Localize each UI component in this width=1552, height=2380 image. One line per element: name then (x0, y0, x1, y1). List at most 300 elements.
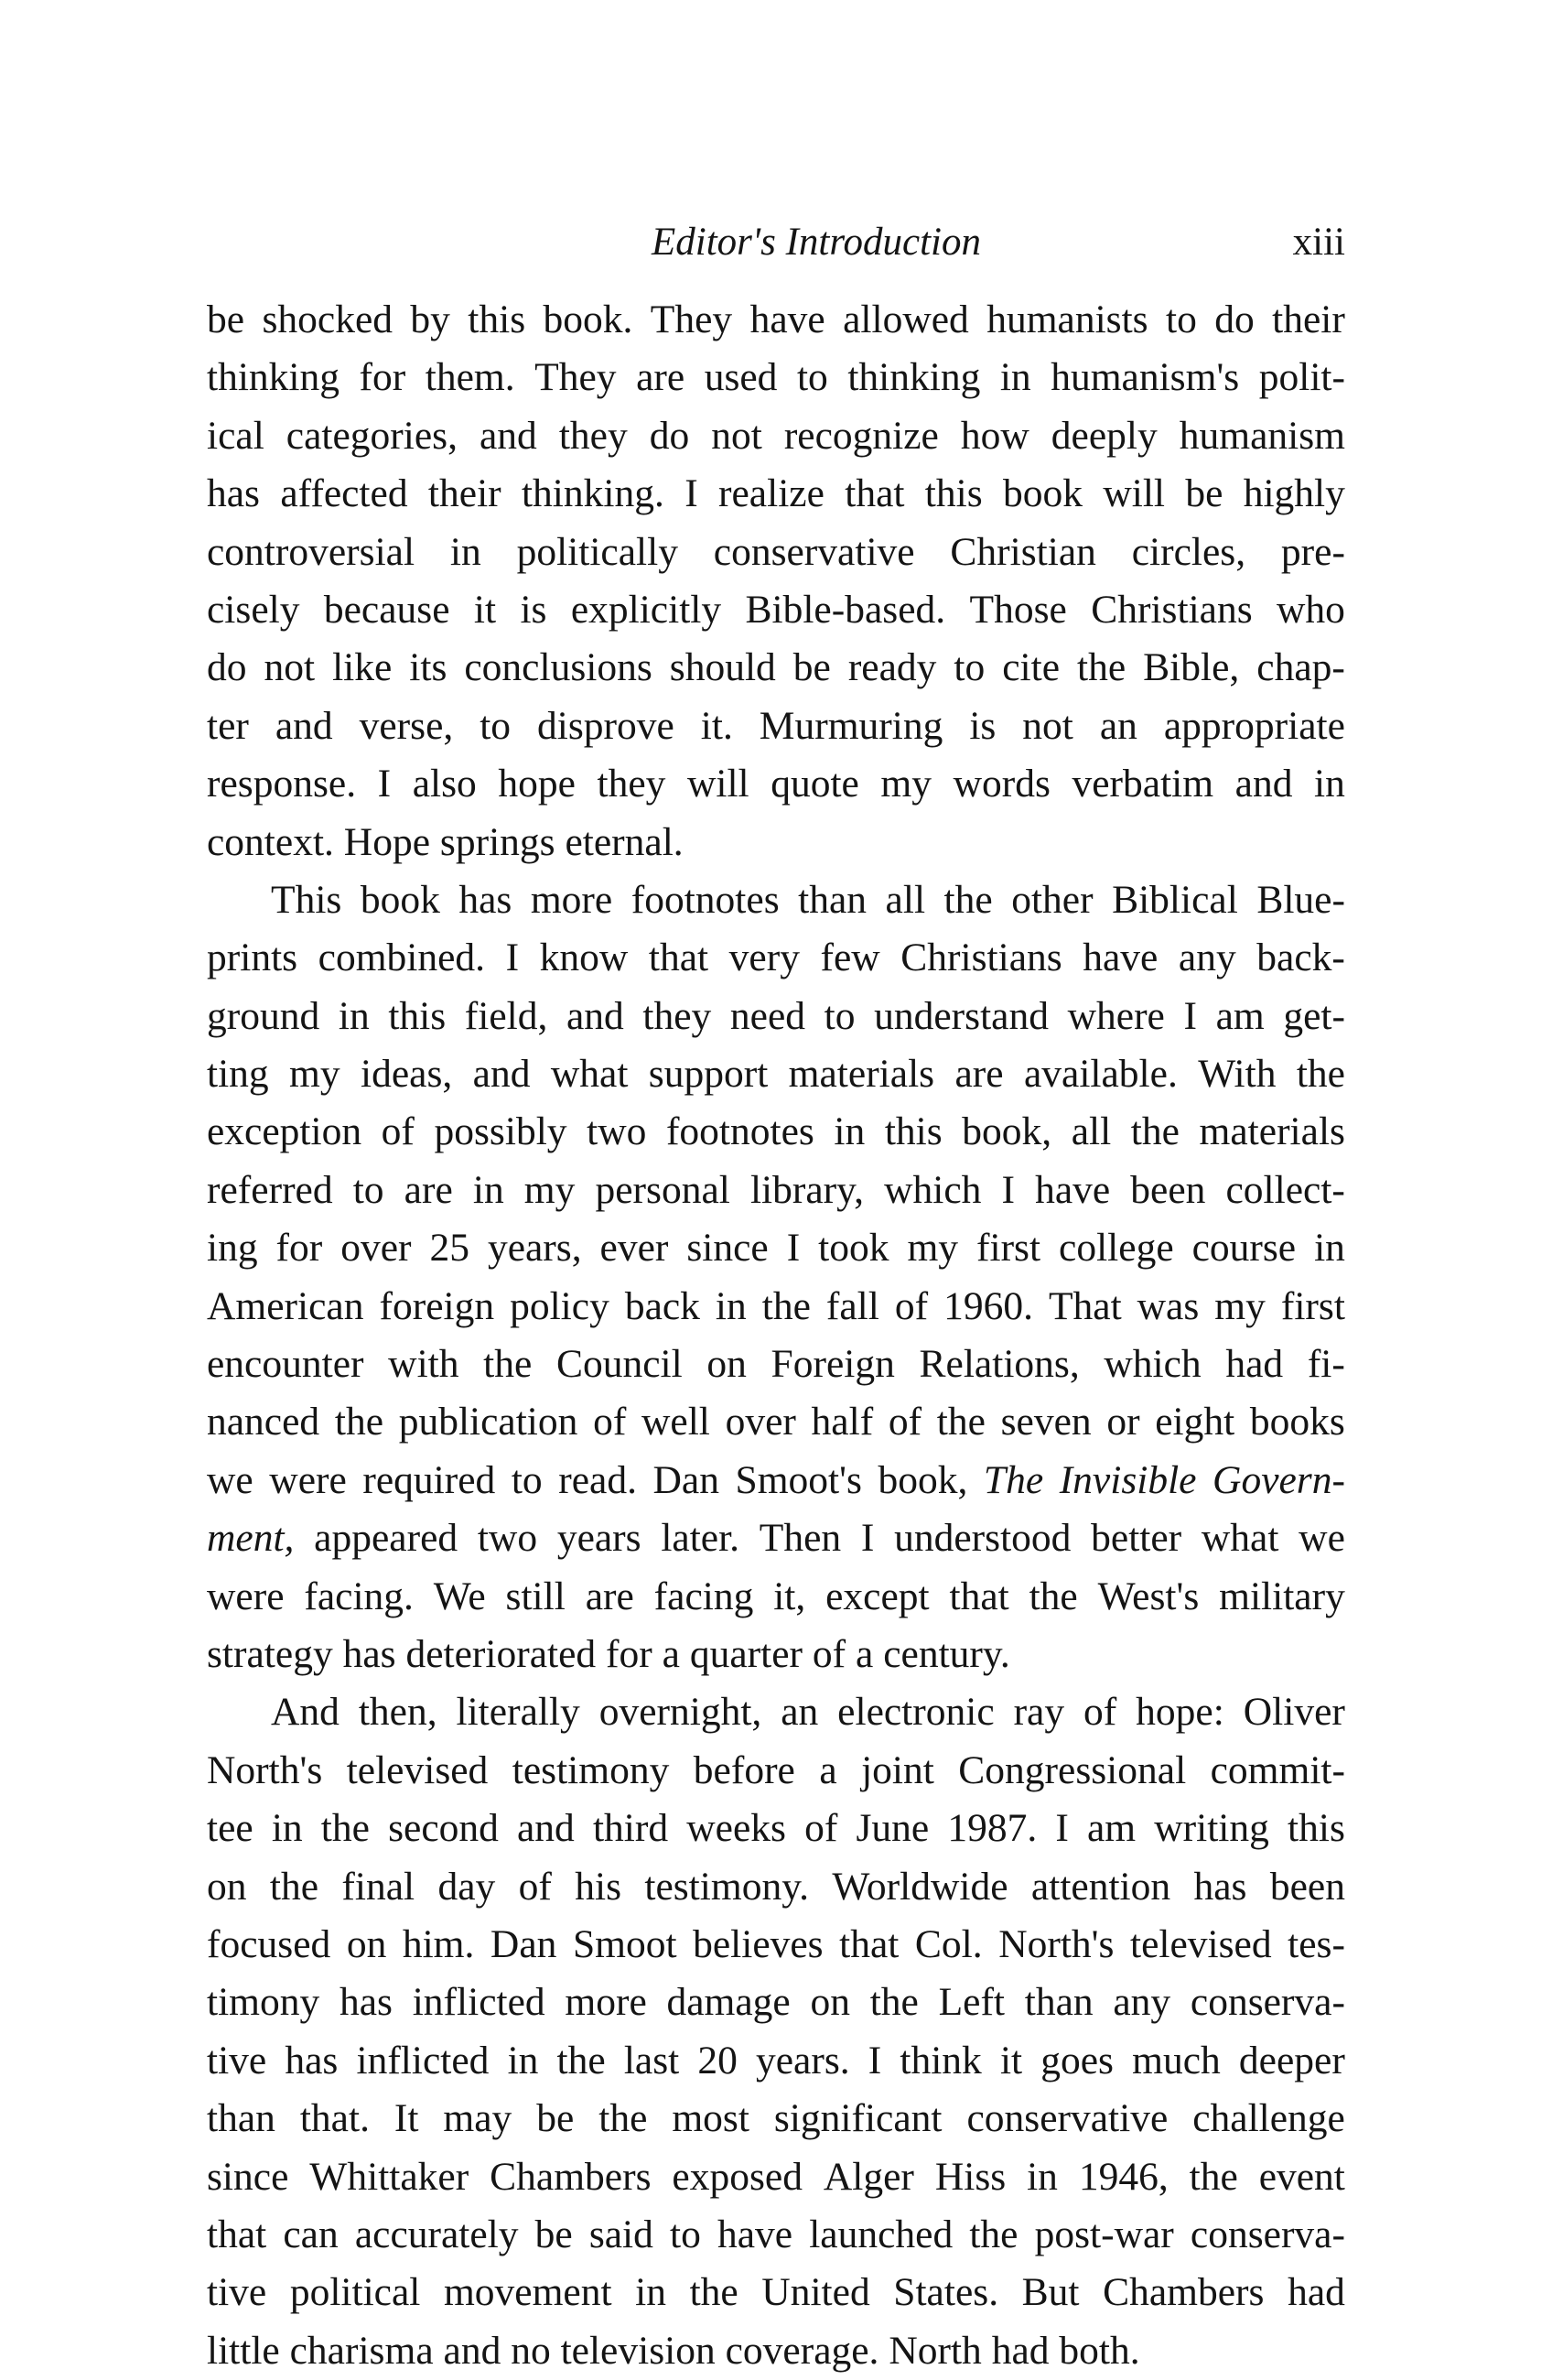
word: North (889, 2328, 982, 2373)
word: have (1083, 936, 1159, 980)
word: We (433, 1574, 486, 1618)
word: 25 (429, 1226, 469, 1271)
word: they (597, 762, 666, 806)
text-line (207, 1974, 1345, 2031)
word: all (885, 877, 926, 922)
word: believes (693, 1921, 824, 1966)
word: electronic (837, 1690, 995, 1735)
word: their (1272, 298, 1345, 341)
word: 1960. (943, 1283, 1033, 1328)
text-line (207, 1916, 1345, 1974)
word: to (511, 1457, 543, 1502)
word: third (592, 1806, 669, 1851)
word: that (839, 1921, 900, 1966)
word: day (437, 1864, 496, 1909)
word: for (359, 355, 406, 400)
text-line (207, 814, 1345, 871)
word: thinking. (521, 471, 664, 516)
word: of (381, 1109, 415, 1154)
word: Col. (914, 1921, 983, 1966)
word: exposed (672, 2154, 803, 2199)
word: years, (487, 1226, 582, 1271)
word: It (393, 2096, 419, 2141)
word: is (520, 587, 547, 632)
word: publication (398, 1400, 578, 1444)
word: will (686, 762, 749, 806)
word: testimony (512, 1747, 670, 1792)
word: the (1077, 645, 1126, 690)
word: the (1189, 2154, 1238, 2199)
text-line (207, 2206, 1345, 2264)
word: American (207, 1283, 364, 1328)
word: focused (207, 1921, 331, 1966)
word: Christians (1091, 587, 1253, 632)
word: be (534, 2212, 573, 2256)
word: of (888, 1400, 922, 1444)
word: Christian (950, 529, 1096, 574)
word: And (271, 1690, 340, 1735)
word: the (969, 2212, 1018, 2256)
word: and (480, 413, 537, 458)
word: are (585, 1574, 634, 1618)
word: said (588, 2212, 653, 2256)
word: final (341, 1864, 415, 1909)
text-line (207, 1800, 1345, 1857)
word: Worldwide (832, 1864, 1008, 1909)
word: they (558, 413, 628, 458)
word: that (949, 1574, 1009, 1618)
word: cite (1002, 645, 1061, 690)
word: that (648, 936, 709, 980)
word: of (518, 1864, 552, 1909)
paragraph (207, 871, 1345, 1683)
word: ing (207, 1226, 258, 1271)
word: charisma (289, 2328, 434, 2373)
word: this (388, 993, 447, 1038)
word: verbatim (1072, 762, 1214, 806)
word: explicitly (570, 587, 722, 632)
text-line (207, 1219, 1345, 1277)
word: since (686, 1226, 769, 1271)
word: little (207, 2328, 280, 2373)
word: ready (847, 645, 937, 690)
word: think (900, 2038, 982, 2082)
word: in (1314, 1226, 1345, 1271)
word: I (1055, 1806, 1069, 1851)
text-line (207, 407, 1345, 465)
word: have (717, 2212, 793, 2256)
word: Whittaker (309, 2154, 469, 2199)
word: books (1249, 1400, 1345, 1444)
word: televised (346, 1747, 489, 1792)
word: I (505, 936, 520, 980)
word: the (598, 2096, 648, 2141)
word: writing (1154, 1806, 1269, 1851)
word: has (1193, 1864, 1247, 1909)
word: we (1299, 1516, 1345, 1561)
word: Dan (652, 1457, 719, 1502)
word: book (1002, 471, 1083, 516)
word: tive (207, 2270, 267, 2315)
word: ideas, (361, 1052, 453, 1097)
word: required (362, 1457, 496, 1502)
word: politically (516, 529, 678, 574)
word: the (334, 1400, 384, 1444)
word: second (388, 1806, 499, 1851)
word: appropriate (1163, 703, 1345, 748)
word: were (269, 1457, 347, 1502)
word: commit- (1210, 1747, 1345, 1792)
body-text (207, 291, 1345, 2380)
word: But (1021, 2270, 1080, 2315)
word: college (1059, 1226, 1174, 1271)
word: the (689, 2270, 738, 2315)
word: do (207, 645, 247, 690)
text-line (207, 2090, 1345, 2147)
word: Those (969, 587, 1067, 632)
word: on (207, 1864, 247, 1909)
word: few (820, 936, 880, 980)
word: event (1258, 2154, 1345, 2199)
word: any (1178, 936, 1236, 980)
word: are (954, 1052, 1004, 1097)
word: last (623, 2038, 680, 2082)
word: ray (1013, 1690, 1065, 1735)
word: Chambers (490, 2154, 652, 2199)
word: where (1067, 993, 1165, 1038)
word: prints (207, 936, 298, 980)
word: his (575, 1864, 621, 1909)
word: deeper (1238, 2038, 1345, 2082)
word: I (868, 2038, 882, 2082)
word: their (427, 471, 501, 516)
word: support (648, 1052, 769, 1097)
word: since (207, 2154, 289, 2199)
word: appeared (314, 1516, 458, 1561)
paragraph (207, 1683, 1345, 2380)
word: had (1225, 1342, 1284, 1387)
text-line (207, 755, 1345, 813)
word: it (999, 2038, 1023, 2082)
word: post-war (1034, 2212, 1174, 2256)
word: to (670, 2212, 701, 2256)
word: him. (402, 1921, 475, 1966)
word: the (1130, 1109, 1180, 1154)
word: in (472, 1167, 504, 1212)
word: book (360, 877, 440, 922)
word: they (642, 993, 712, 1038)
word: exception (207, 1109, 362, 1154)
word: first (1280, 1283, 1345, 1328)
word: materials (788, 1052, 935, 1097)
word: conclusions (464, 645, 652, 690)
word: be (1185, 471, 1223, 516)
word: context. (207, 819, 334, 864)
word: understand (874, 993, 1049, 1038)
word: overnight, (598, 1690, 762, 1735)
word: the (320, 1806, 370, 1851)
word: political (289, 2270, 421, 2315)
word: two (587, 1109, 647, 1154)
word: With (1198, 1052, 1277, 1097)
word: quote (771, 762, 859, 806)
word: its (409, 645, 447, 690)
word: am (1215, 993, 1265, 1038)
word: that (207, 2212, 267, 2256)
word: on (346, 1921, 387, 1966)
word: this (924, 471, 983, 516)
word: verse, (359, 703, 454, 748)
word: inflicted (412, 1980, 545, 2025)
word: polit- (1258, 355, 1345, 400)
word: conservative (713, 529, 915, 574)
word: Council (555, 1342, 683, 1387)
word: conservative (966, 2096, 1169, 2141)
word: more (565, 1980, 647, 2025)
word: materials (1199, 1109, 1345, 1154)
word: This (271, 877, 342, 922)
word: goes (1040, 2038, 1114, 2082)
word: nanced (207, 1400, 320, 1444)
word: cisely (207, 587, 300, 632)
word: the (869, 1980, 919, 2025)
word: States. (893, 2270, 999, 2315)
word: in (1314, 762, 1345, 806)
word: book, (878, 1457, 968, 1502)
italic-word: ment, (207, 1516, 295, 1561)
word: two (477, 1516, 538, 1561)
word: has (339, 1980, 393, 2025)
page-number: xiii (1292, 221, 1345, 264)
word: pre- (1280, 529, 1345, 574)
word: field, (464, 993, 548, 1038)
word: ground (207, 993, 320, 1038)
text-line (207, 349, 1345, 406)
word: fall (825, 1283, 879, 1328)
word: ter (207, 703, 249, 748)
word: my (289, 1052, 340, 1097)
text-line (207, 465, 1345, 523)
word: humanism's (1051, 355, 1240, 400)
word: that. (299, 2096, 370, 2141)
word: response. (207, 762, 357, 806)
text-line (207, 1336, 1345, 1393)
text-line (207, 639, 1345, 697)
word: Hope (343, 819, 431, 864)
word: Bible-based. (745, 587, 946, 632)
word: may (443, 2096, 512, 2141)
word: in (338, 993, 370, 1038)
word: my (880, 762, 932, 806)
word: what (550, 1052, 629, 1097)
word: Foreign (771, 1342, 895, 1387)
word: my (907, 1226, 959, 1271)
word: an (781, 1690, 819, 1735)
italic-word: The (983, 1457, 1044, 1502)
word: book, (962, 1109, 1052, 1154)
word: the (1029, 1574, 1078, 1618)
word: I (786, 1226, 801, 1271)
word: back- (1256, 936, 1345, 980)
word: are (636, 355, 685, 400)
word: highly (1243, 471, 1345, 516)
word: and (517, 1806, 575, 1851)
text-line (207, 581, 1345, 639)
word: Biblical (1112, 877, 1238, 922)
word: North's (207, 1747, 323, 1792)
word: the (483, 1342, 533, 1387)
word: with (388, 1342, 459, 1387)
word: century. (883, 1631, 1010, 1676)
word: a (662, 1631, 680, 1676)
word: took (818, 1226, 889, 1271)
word: in (271, 1806, 303, 1851)
word: encounter (207, 1342, 364, 1387)
word: in (507, 2038, 539, 2082)
word: thinking (207, 355, 340, 400)
word: They (534, 355, 617, 400)
word: the (761, 1283, 811, 1328)
word: shocked (262, 298, 393, 341)
word: to (1166, 298, 1197, 341)
word: it (473, 587, 497, 632)
word: collect- (1225, 1167, 1345, 1212)
word: half (811, 1400, 874, 1444)
word: facing. (304, 1574, 414, 1618)
word: course (1191, 1226, 1297, 1271)
word: I (1001, 1167, 1015, 1212)
word: more (530, 877, 613, 922)
text-line (207, 2148, 1345, 2206)
text-line (207, 2264, 1345, 2321)
word: should (669, 645, 776, 690)
word: it. (700, 703, 733, 748)
text-line (207, 1452, 1345, 1509)
word: Smoot's (735, 1457, 862, 1502)
text-line (207, 1278, 1345, 1336)
word: has (285, 2038, 339, 2082)
word: than (798, 877, 868, 922)
word: attention (1030, 1864, 1171, 1909)
word: allowed (843, 298, 969, 341)
word: the (1296, 1052, 1345, 1097)
word: not (1022, 703, 1073, 748)
word: because (323, 587, 450, 632)
word: I (860, 1516, 875, 1561)
word: well (641, 1400, 710, 1444)
word: words (953, 762, 1051, 806)
word: been (1130, 1167, 1206, 1212)
word: facing (653, 1574, 754, 1618)
word: library, (749, 1167, 864, 1212)
word: get- (1283, 993, 1345, 1038)
word: in (1027, 2154, 1058, 2199)
word: realize (718, 471, 824, 516)
word: then, (358, 1690, 437, 1735)
word: back (624, 1283, 700, 1328)
word: significant (773, 2096, 943, 2141)
word: and (1234, 762, 1293, 806)
word: much (1132, 2038, 1221, 2082)
word: how (960, 413, 1029, 458)
word: affected (280, 471, 408, 516)
text-line (207, 1162, 1345, 1219)
word: They (650, 298, 733, 341)
word: television (560, 2328, 716, 2373)
word: this (1288, 1806, 1345, 1851)
word: this (468, 298, 526, 341)
word: later. (661, 1516, 740, 1561)
word: know (539, 936, 629, 980)
word: in (715, 1283, 747, 1328)
word: I (684, 471, 698, 516)
word: which (884, 1167, 982, 1212)
word: deeply (1051, 413, 1158, 458)
word: ical (207, 413, 264, 458)
word: be (792, 645, 831, 690)
word: need (729, 993, 806, 1038)
word: of (812, 1631, 846, 1676)
word: Left (938, 1980, 1006, 2025)
running-header (0, 215, 1552, 270)
word: first (976, 1226, 1041, 1271)
word: who (1277, 587, 1345, 632)
word: in (834, 1109, 866, 1154)
word: fi- (1307, 1342, 1345, 1387)
word: That (1048, 1283, 1122, 1328)
word: over (340, 1226, 412, 1271)
word: United (761, 2270, 870, 2315)
word: used (704, 355, 778, 400)
word: accurately (354, 2212, 519, 2256)
word: tes- (1288, 1921, 1345, 1966)
word: both. (1059, 2328, 1140, 2373)
word: of (593, 1400, 627, 1444)
word: tee (207, 1806, 253, 1851)
word: am (1086, 1806, 1137, 1851)
word: West's (1097, 1574, 1200, 1618)
word: disprove (537, 703, 674, 748)
word: Chambers (1103, 2270, 1265, 2315)
word: televised (1129, 1921, 1272, 1966)
word: years (556, 1516, 641, 1561)
word: which (1104, 1342, 1202, 1387)
word: footnotes (665, 1109, 814, 1154)
word: are (404, 1167, 453, 1212)
word: it, (773, 1574, 806, 1618)
word: my (523, 1167, 576, 1212)
word: strategy (207, 1631, 333, 1676)
word: has (342, 1631, 396, 1676)
word: have (749, 298, 825, 341)
word: I (377, 762, 392, 806)
word: referred (207, 1167, 333, 1212)
word: do (649, 413, 690, 458)
word: was (1137, 1283, 1200, 1328)
text-line (207, 698, 1345, 755)
word: we (207, 1457, 253, 1502)
word: or (1106, 1400, 1140, 1444)
word: launched (809, 2212, 954, 2256)
word: in (449, 529, 481, 574)
word: seven (1000, 1400, 1092, 1444)
word: Relations, (919, 1342, 1080, 1387)
word: this (884, 1109, 943, 1154)
word: hope (498, 762, 576, 806)
word: to (954, 645, 986, 690)
word: humanism (1179, 413, 1345, 458)
word: ting (207, 1052, 269, 1097)
